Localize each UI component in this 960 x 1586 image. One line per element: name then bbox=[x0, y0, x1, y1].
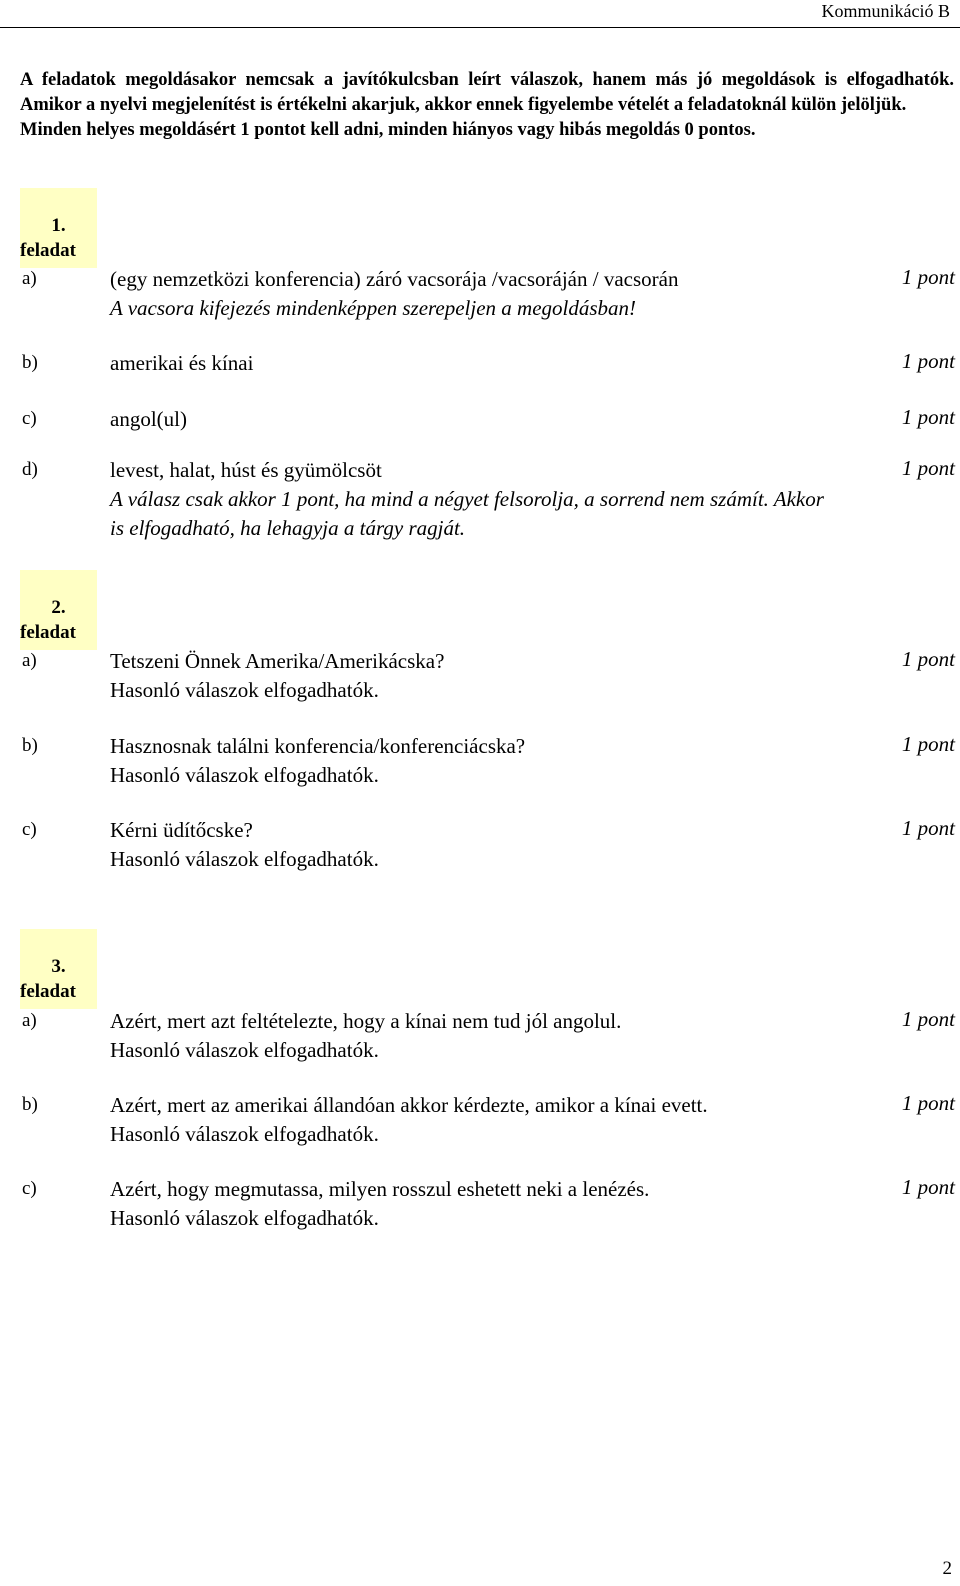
task-1-item-b bbox=[110, 349, 253, 378]
answer-text: Hasznosnak találni konferencia/konferenciácska? bbox=[110, 734, 526, 758]
answer-text: amerikai és kínai bbox=[110, 351, 254, 375]
points-label: 1 pont bbox=[901, 647, 955, 671]
answer-text: Azért, mert azt feltételezte, hogy a kínai nem tud jól angolul. bbox=[110, 1009, 622, 1033]
answer-note: Hasonló válaszok elfogadhatók. bbox=[110, 1122, 379, 1146]
task-3-item-b bbox=[110, 1091, 708, 1149]
points-label: 1 pont bbox=[901, 456, 955, 480]
answer-note: Hasonló válaszok elfogadhatók. bbox=[110, 1038, 379, 1062]
points-label: 1 pont bbox=[901, 265, 955, 289]
header-title: Kommunikáció B bbox=[821, 1, 950, 21]
task-1-item-d bbox=[110, 456, 830, 543]
task-number: 3. bbox=[51, 956, 66, 977]
task-2-item-b bbox=[110, 732, 525, 790]
item-label: c) bbox=[22, 819, 37, 840]
intro-text bbox=[20, 68, 954, 143]
item-label: b) bbox=[22, 735, 38, 756]
item-label: a) bbox=[22, 650, 37, 671]
points-label: 1 pont bbox=[901, 1007, 955, 1031]
task-1-item-c bbox=[110, 405, 187, 434]
points-label: 1 pont bbox=[901, 816, 955, 840]
item-label: b) bbox=[22, 1094, 38, 1115]
answer-note: Hasonló válaszok elfogadhatók. bbox=[110, 763, 379, 787]
answer-note: A válasz csak akkor 1 pont, ha mind a négyet felsorolja, a sorrend nem számít. Akkor is elfogadható, ha lehagyja a tárgy ragját. bbox=[110, 487, 824, 540]
task-2-item-c bbox=[110, 816, 379, 874]
task-3-item-a bbox=[110, 1007, 621, 1065]
points-label: 1 pont bbox=[901, 349, 955, 373]
task-1-item-a bbox=[110, 265, 678, 323]
header-divider bbox=[0, 27, 960, 28]
answer-text: Tetszeni Önnek Amerika/Amerikácska? bbox=[110, 649, 445, 673]
item-label: c) bbox=[22, 408, 37, 429]
item-label: c) bbox=[22, 1178, 37, 1199]
answer-text: angol(ul) bbox=[110, 407, 187, 431]
answer-text: Azért, hogy megmutassa, milyen rosszul eshetett neki a lenézés. bbox=[110, 1177, 650, 1201]
answer-text: levest, halat, húst és gyümölcsöt bbox=[110, 458, 382, 482]
task-1-badge bbox=[20, 188, 97, 268]
answer-note: A vacsora kifejezés mindenképpen szerepeljen a megoldásban! bbox=[110, 296, 637, 320]
intro-paragraph: Minden helyes megoldásért 1 pontot kell adni, minden hiányos vagy hibás megoldás 0 pontos. bbox=[20, 120, 756, 140]
task-2-item-a bbox=[110, 647, 444, 705]
item-label: b) bbox=[22, 352, 38, 373]
item-label: a) bbox=[22, 1010, 37, 1031]
answer-note: Hasonló válaszok elfogadhatók. bbox=[110, 847, 379, 871]
answer-text: Azért, mert az amerikai állandóan akkor kérdezte, amikor a kínai evett. bbox=[110, 1093, 708, 1117]
task-number: 1. bbox=[51, 215, 66, 236]
answer-text: Kérni üdítőcske? bbox=[110, 818, 253, 842]
task-3-badge bbox=[20, 929, 97, 1009]
intro-paragraph: A feladatok megoldásakor nemcsak a javítókulcsban leírt válaszok, hanem más jó megoldások is elfogadhatók. Amikor a nyelvi megjelenítést is értékelni akarjuk, akkor ennek figyelembe vételét a feladatoknál külön jelöljük. bbox=[20, 70, 954, 115]
task-2-badge bbox=[20, 570, 97, 650]
answer-text: (egy nemzetközi konferencia) záró vacsorája /vacsoráján / vacsorán bbox=[110, 267, 679, 291]
points-label: 1 pont bbox=[901, 732, 955, 756]
answer-note: Hasonló válaszok elfogadhatók. bbox=[110, 678, 379, 702]
task-label: feladat bbox=[20, 240, 76, 261]
task-label: feladat bbox=[20, 622, 76, 643]
item-label: a) bbox=[22, 268, 37, 289]
answer-note: Hasonló válaszok elfogadhatók. bbox=[110, 1206, 379, 1230]
points-label: 1 pont bbox=[901, 1175, 955, 1199]
page-number: 2 bbox=[942, 1558, 952, 1579]
item-label: d) bbox=[22, 459, 38, 480]
task-3-item-c bbox=[110, 1175, 649, 1233]
points-label: 1 pont bbox=[901, 405, 955, 429]
points-label: 1 pont bbox=[901, 1091, 955, 1115]
task-label: feladat bbox=[20, 981, 76, 1002]
task-number: 2. bbox=[51, 597, 66, 618]
